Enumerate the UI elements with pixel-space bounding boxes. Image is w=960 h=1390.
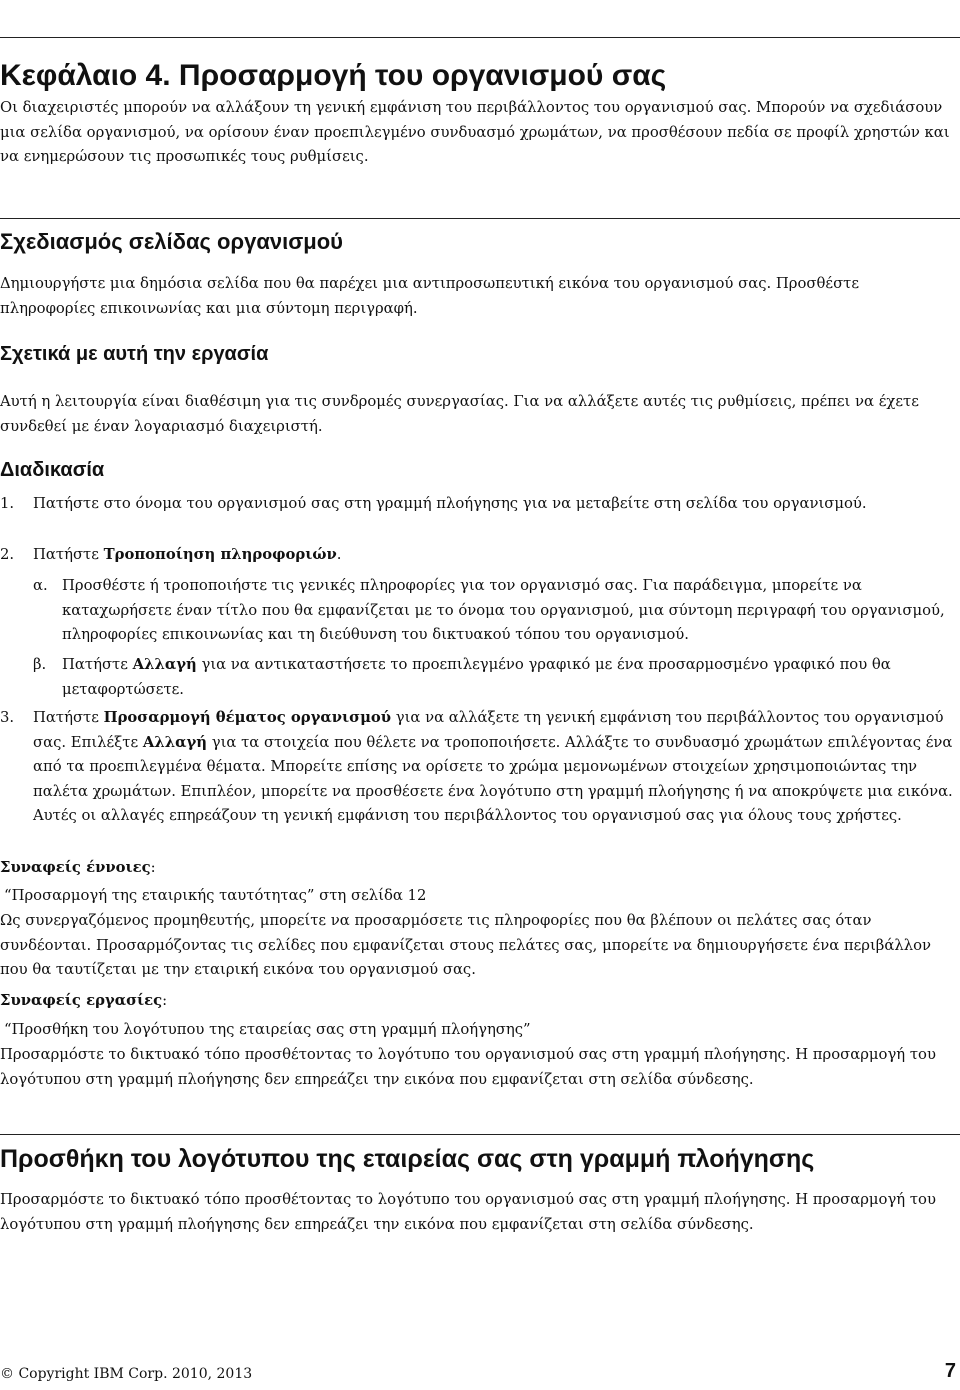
section-rule [0,218,960,219]
customize-theme-command: Προσαρμογή θέματος οργανισμού [103,709,392,726]
step-2a-text: Προσθέστε ή τροποποιήστε τις γενικές πληροφορίες για τον οργανισμό σας. Για παράδειγμα, μπορείτε να καταχωρήσετε έναν τίτλο που θα εμφανίζεται με το όνομα του οργανισμού, μια σύντομη περιγραφή του οργανισμού, πληροφορίες επικοινωνίας και τη διεύθυνση του δικτυακού τόπου του οργανισμού. [62,577,945,643]
section-rule-2 [0,1134,960,1135]
step-3-text: Πατήστε Προσαρμογή θέματος οργανισμού για να αλλάξετε τη γενική εμφάνιση του περιβάλλοντος του οργανισμού σας. Επιλέξτε Αλλαγή για τα στοιχεία που θέλετε να τροποποιήσετε. Αλλάξτε το συνδυασμό χρωμάτων επιλέγοντας ένα από τα προεπιλεγμένα θέματα. Μπορείτε επίσης να ορίσετε το χρώμα μεμονωμένων στοιχείων χρησιμοποιώντας την παλέτα χρωμάτων. Επιπλέον, μπορείτε να προσθέσετε ένα λογότυπο στη γραμμή πλοήγησης ή να αποκρύψετε μια εικόνα. Αυτές οι αλλαγές επηρεάζουν τη γενική εμφάνιση του περιβάλλοντος του οργανισμού σας για όλους τους χρήστες. [33,709,953,824]
related-concepts-label: Συναφείς έννοιες: [0,859,156,876]
section-title-design-page: Σχεδιασμός σελίδας οργανισμού [0,229,343,254]
about-task-heading: Σχετικά με αυτή την εργασία [0,343,269,365]
section-title-add-logo: Προσθήκη του λογότυπου της εταιρείας σας στη γραμμή πλοήγησης [0,1145,815,1173]
step-1-number: 1. [0,495,15,512]
related-tasks-link[interactable]: “Προσθήκη του λογότυπου της εταιρείας σας στη γραμμή πλοήγησης” [4,1021,531,1038]
intro-paragraph: Οι διαχειριστές μπορούν να αλλάξουν τη γενική εμφάνιση του περιβάλλοντος του οργανισμού σας. Μπορούν να σχεδιάσουν μια σελίδα οργανισμού, να ορίσουν έναν προεπιλεγμένο συνδυασμό χρωμάτων, να προσθέσουν πεδία σε προφίλ χρηστών και να ενημερώσουν τις προσωπικές τους ρυθμίσεις. [0,99,950,165]
section-body-add-logo: Προσαρμόστε το δικτυακό τόπο προσθέτοντας το λογότυπο του οργανισμού σας στη γραμμή πλοήγησης. Η προσαρμογή του λογότυπου στη γραμμή πλοήγησης δεν επηρεάζει την εικόνα που εμφανίζεται στη σελίδα σύνδεσης. [0,1191,936,1233]
related-concepts-link[interactable]: “Προσαρμογή της εταιρικής ταυτότητας” στη σελίδα 12 [4,887,427,904]
step-3-number: 3. [0,709,15,726]
step-1-text: Πατήστε στο όνομα του οργανισμού σας στη γραμμή πλοήγησης για να μεταβείτε στη σελίδα του οργανισμού. [33,495,867,512]
step-2-text: Πατήστε Τροποποίηση πληροφοριών. [33,546,342,563]
step-2b-text: Πατήστε Αλλαγή για να αντικαταστήσετε το προεπιλεγμένο γραφικό με ένα προσαρμοσμένο γραφικό που θα μεταφορτώσετε. [62,656,891,698]
step-2a-number: α. [33,577,48,594]
procedure-heading: Διαδικασία [0,459,105,481]
step-2-number: 2. [0,546,15,563]
section-body-design-page: Δημιουργήστε μια δημόσια σελίδα που θα παρέχει μια αντιπροσωπευτική εικόνα του οργανισμού σας. Προσθέστε πληροφορίες επικοινωνίας και μια σύντομη περιγραφή. [0,275,860,317]
related-tasks-label: Συναφείς εργασίες: [0,992,168,1009]
related-concepts-description: Ως συνεργαζόμενος προμηθευτής, μπορείτε να προσαρμόσετε τις πληροφορίες που θα βλέπουν οι πελάτες σας όταν συνδέονται. Προσαρμόζοντας τις σελίδες που εμφανίζεται στους πελάτες σας, μπορείτε να δημιουργήσετε ένα περιβάλλον που θα ταυτίζεται με την εταιρική εικόνα του οργανισμού σας. [0,912,932,978]
change-command-2: Αλλαγή [142,733,208,751]
change-command: Αλλαγή [132,656,197,673]
page-number: 7 [944,1360,956,1382]
chapter-title: Κεφάλαιο 4. Προσαρμογή του οργανισμού σας [0,59,667,92]
about-task-body: Αυτή η λειτουργία είναι διαθέσιμη για τις συνδρομές συνεργασίας. Για να αλλάξετε αυτές τις ρυθμίσεις, πρέπει να έχετε συνδεθεί με έναν λογαριασμό διαχειριστή. [0,393,919,435]
related-tasks-description: Προσαρμόστε το δικτυακό τόπο προσθέτοντας το λογότυπο του οργανισμού σας στη γραμμή πλοήγησης. Η προσαρμογή του λογότυπου στη γραμμή πλοήγησης δεν επηρεάζει την εικόνα που εμφανίζεται στη σελίδα σύνδεσης. [0,1046,936,1088]
modify-info-command: Τροποποίηση πληροφοριών [103,546,337,563]
top-rule [0,37,960,38]
step-2b-number: β. [33,656,47,673]
copyright-footer: © Copyright IBM Corp. 2010, 2013 [0,1366,253,1382]
